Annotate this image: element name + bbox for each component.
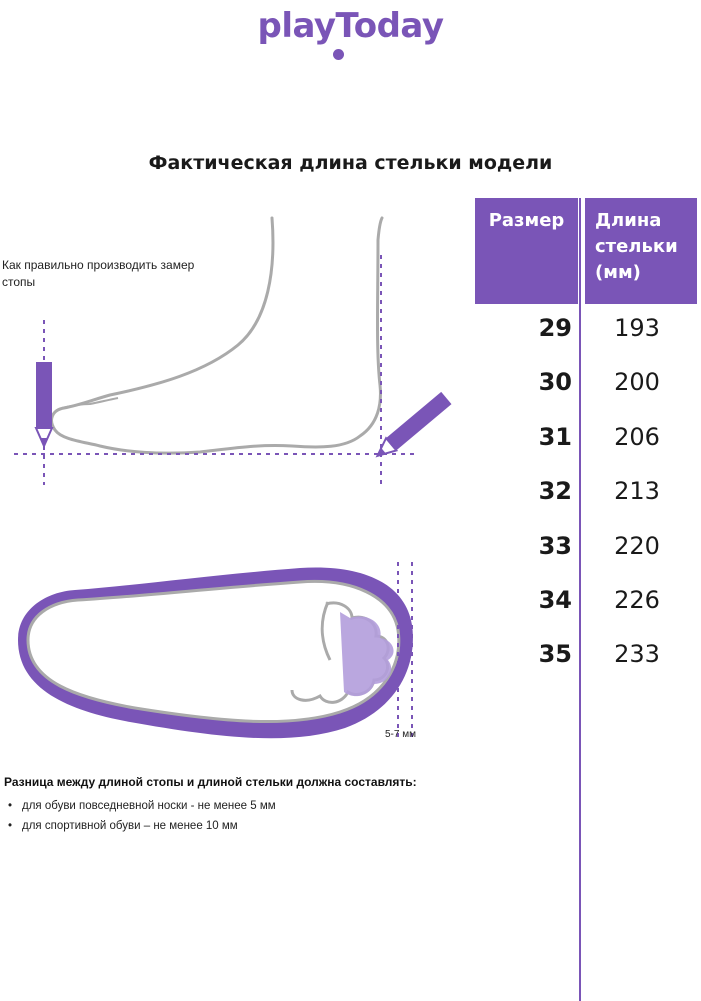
- list-item: • для спортивной обуви – не менее 10 мм: [8, 816, 276, 836]
- pencil-left-icon: [36, 362, 52, 446]
- table-row: [475, 358, 701, 412]
- length-cell: 200: [614, 368, 660, 396]
- length-cell: 233: [614, 640, 660, 668]
- size-cell: 31: [538, 423, 572, 451]
- length-cell: 206: [614, 423, 660, 451]
- length-cell: 193: [614, 314, 660, 342]
- table-header-length: Длина стельки (мм): [585, 198, 697, 304]
- length-cell: 220: [614, 532, 660, 560]
- table-row: [475, 576, 701, 630]
- size-cell: 32: [538, 477, 572, 505]
- size-cell: 29: [538, 314, 572, 342]
- pencil-right-icon: [372, 392, 451, 462]
- size-cell: 33: [538, 532, 572, 560]
- table-row: [475, 467, 701, 521]
- length-cell: 226: [614, 586, 660, 614]
- page-title: Фактическая длина стельки модели: [148, 152, 553, 174]
- bullet-icon: •: [8, 800, 13, 812]
- table-row: [475, 304, 701, 358]
- table-row: [475, 522, 701, 576]
- table-header-size: Размер: [475, 198, 578, 304]
- size-cell: 30: [538, 368, 572, 396]
- gap-label: 5-7 мм: [385, 729, 416, 740]
- list-item: • для обуви повседневной носки - не менее 5 мм: [8, 796, 276, 816]
- size-cell: 35: [538, 640, 572, 668]
- table-row: [475, 413, 701, 467]
- length-cell: 213: [614, 477, 660, 505]
- bullet-icon: •: [8, 820, 13, 832]
- notes-title: Разница между длиной стопы и длиной стельки должна составлять:: [4, 775, 417, 789]
- foot-side-outline: [52, 218, 382, 453]
- table-row: [475, 630, 701, 684]
- size-cell: 34: [538, 586, 572, 614]
- notes-list: [8, 796, 276, 836]
- measure-hint: Как правильно производить замер стопы: [2, 258, 195, 289]
- brand-logo: playToday: [257, 6, 444, 46]
